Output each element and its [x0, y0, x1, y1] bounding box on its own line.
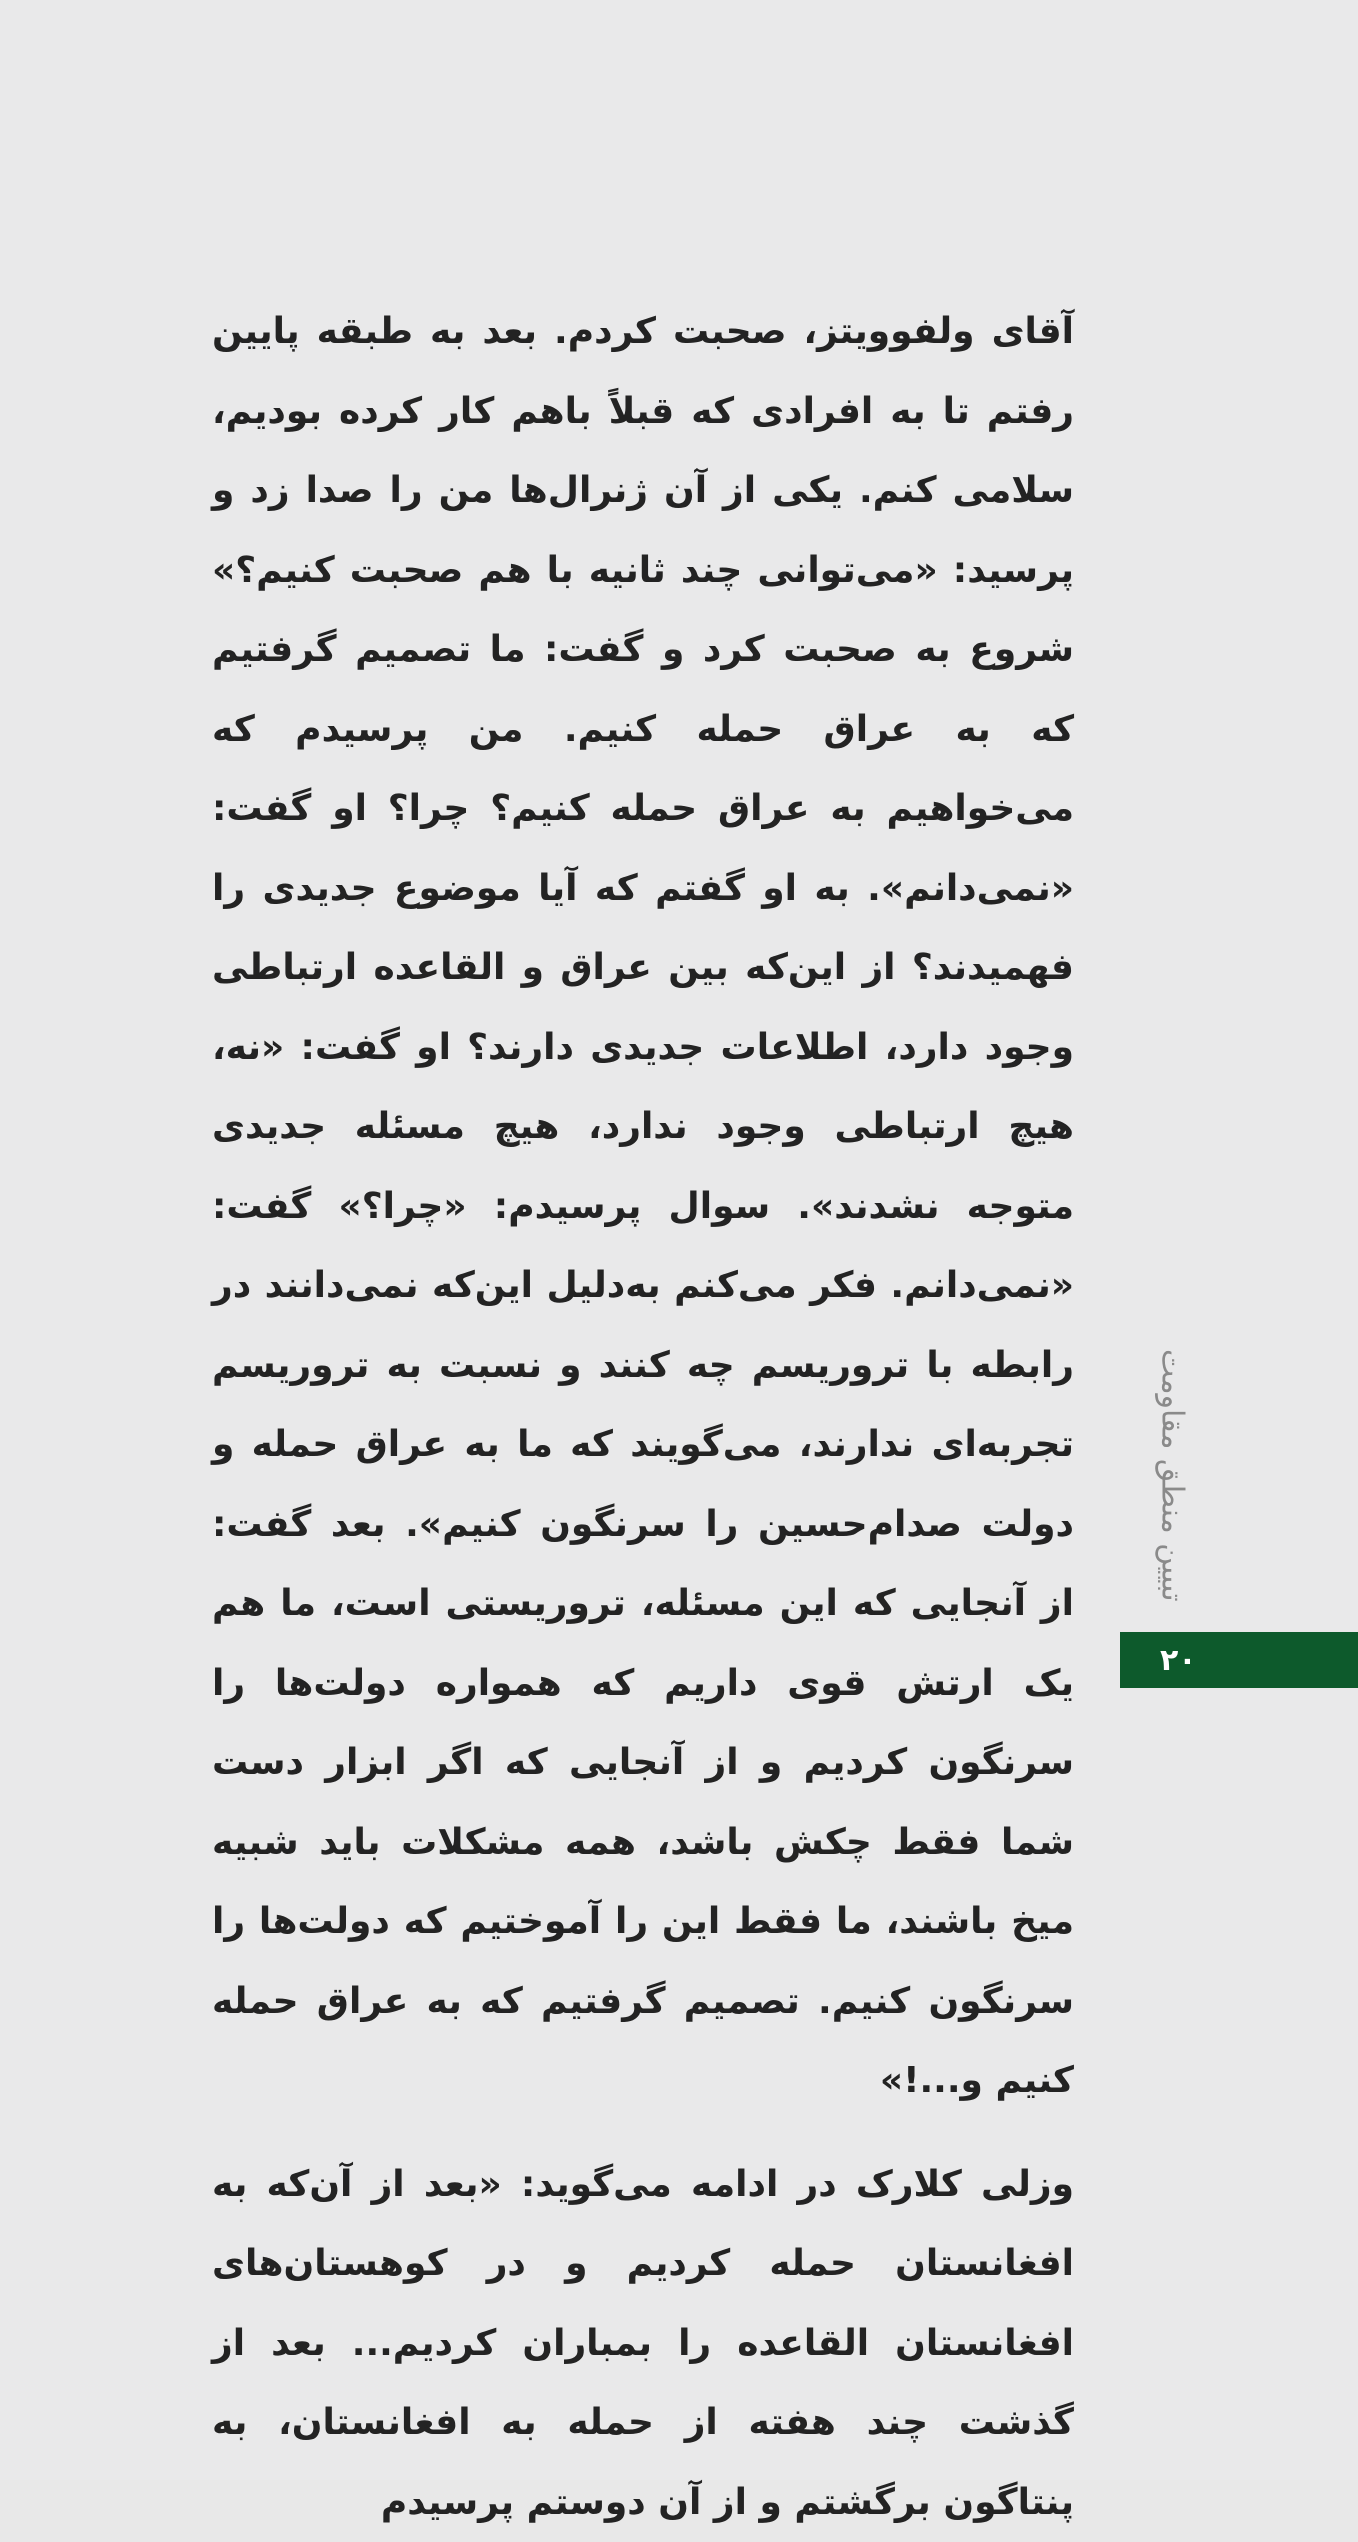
body-text — [212, 292, 1074, 2542]
page-number: ۲۰ — [1160, 1643, 1197, 1678]
page-number-tab — [1120, 1632, 1358, 1688]
paragraph-2: وزلی کلارک در ادامه می‌گوید: «بعد از آن‌که به افغانستان حمله کردیم و در کوهستان‌های افغانستان القاعده را بمباران کردیم... بعد از گذشت چند هفته از حمله به افغانستان، به پنتاگون برگشتم و از آن دوستم پرسیدم — [212, 2145, 1074, 2542]
paragraph-1: آقای ولفوویتز، صحبت کردم. بعد به طبقه پایین رفتم تا به افرادی که قبلاً باهم کار کرده بودیم، سلامی کنم. یکی از آن ژنرال‌ها من را صدا زد و پرسید: «می‌توانی چند ثانیه با هم صحبت کنیم؟» شروع به صحبت کرد و گفت: ما تصمیم گرفتیم که به عراق حمله کنیم. من پرسیدم که می‌خواهیم به عراق حمله کنیم؟ چرا؟ او گفت: «نمی‌دانم». به او گفتم که آیا موضوع جدیدی را فهمیدند؟ از این‌که بین عراق و القاعده ارتباطی وجود دارد، اطلاعات جدیدی دارند؟ او گفت: «نه، هیچ ارتباطی وجود ندارد، هیچ مسئله جدیدی متوجه نشدند». سوال پرسیدم: «چرا؟» گفت: «نمی‌دانم. فکر می‌کنم به‌دلیل این‌که نمی‌دانند در رابطه با تروریسم چه کنند و نسبت به تروریسم تجربه‌ای ندارند، می‌گویند که ما به عراق حمله و دولت صدام‌حسین را سرنگون کنیم». بعد گفت: از آنجایی که این مسئله، تروریستی است، ما هم یک ارتش قوی داریم که همواره دولت‌ها را سرنگون کردیم و از آنجایی که اگر ابزار دست شما فقط چکش باشد، همه مشکلات باید شبیه میخ باشند، ما فقط این را آموختیم که دولت‌ها را سرنگون کنیم. تصمیم گرفتیم که به عراق حمله کنیم و...!» — [212, 292, 1074, 2121]
running-title — [1140, 1330, 1204, 1620]
running-title-text: تبیین منطق مقاومت — [1155, 1349, 1190, 1602]
